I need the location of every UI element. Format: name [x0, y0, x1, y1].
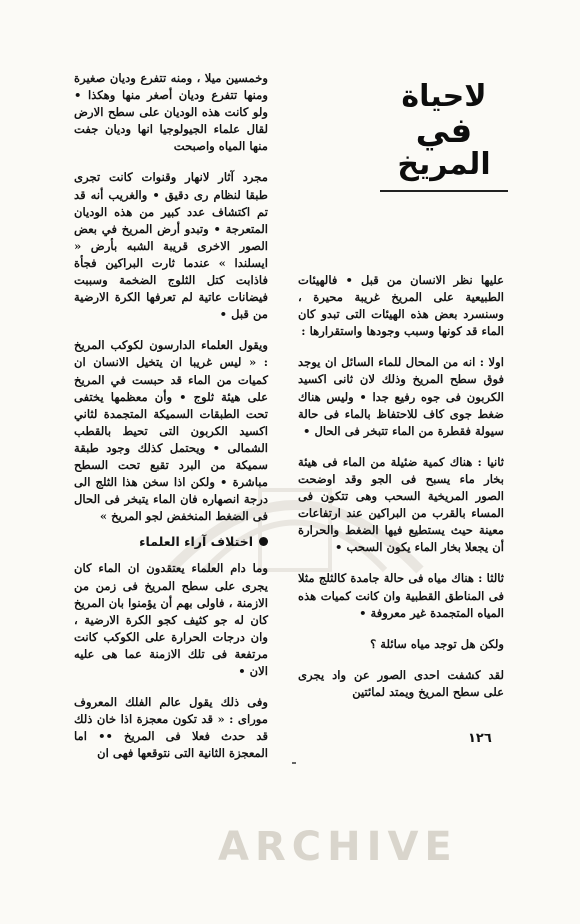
title-divider: [380, 190, 508, 192]
left-paragraph-4: وما دام العلماء يعتقدون ان الماء كان يجرى على سطح المريخ فى زمن من الازمنة ، فاولى بهم أن يؤمنوا بان المريخ كان له جو كثيف كجو الكرة الارضية ، وان درجات الحرارة على الكوكب كانت مرتفعة فى تلك الازمنة عما هى عليه الان •: [74, 561, 268, 678]
bullet-icon: [259, 537, 268, 546]
left-paragraph-2: مجرد آثار لانهار وقنوات كانت تجرى طبقا لنظام رى دقيق • والغريب أنه قد تم اكتشاف عدد كبير من هذه الوديان المتعرجة • وتبدو أرض المريخ في بعض الصور الاخرى قريبة الشبه بأرض « ايسلندا » عندما ثارت البراكين فجأة فاذابت كتل الثلوج الضخمة وسببت فيضانات عاتية لم تعرفها الكرة الارضية من قبل •: [74, 170, 268, 322]
page-number: ١٢٦: [468, 731, 492, 746]
section-subheading: [74, 533, 268, 550]
left-paragraph-3: ويقول العلماء الدارسون لكوكب المريخ : « ليس غريبا ان يتخيل الانسان ان كميات من الماء قد حبست في المريخ على هيئة ثلوج • وأن معظمها يختفى تحت الطبقات السميكة المتجمدة لثاني اكسيد الكربون التى تحيط بالقطب الشمالى • ويحتمل كذلك وجود طبقة سميكة من البرد تقبع تحت السطح مباشرة • ولكن اذا سخن هذا الثلج الى درجة انصهاره فان الماء يتبخر فى الحال فى الضغط المنخفض لجو المريخ »: [74, 338, 268, 524]
print-mark: [292, 762, 296, 764]
left-paragraph-1: وخمسين ميلا ، ومنه تتفرع وديان صغيرة ومنها تتفرع وديان أصغر منها وهكذا • ولو كانت هذه الوديان على سطح الارض لقال علماء الجيولوجيا انها وديان جفت منها المياه واصبحت: [74, 71, 268, 154]
right-paragraph-2: اولا : انه من المحال للماء السائل ان يوجد فوق سطح المريخ وذلك لان ثانى اكسيد الكربون فى جوه رفيع جدا • وليس هناك ضغط جوى كاف للاحتفاظ بالماء فى حالة سيولة فقطرة من الماء تتبخر فى الحال •: [298, 355, 504, 438]
title-line-3: المريخ: [397, 147, 491, 182]
title-line-2: في: [415, 111, 473, 151]
right-paragraph-4: ثالثا : هناك مياه فى حالة جامدة كالثلج مثلا فى المناطق القطبية وان كانت كميات هذه المياه المتجمدة غير معروفة •: [298, 571, 504, 620]
left-column: [74, 70, 268, 768]
subheading-text: اختلاف آراء العلماء: [139, 534, 253, 550]
right-paragraph-3: ثانيا : هناك كمية ضئيلة من الماء فى هيئة بخار ماء يسبح فى الجو وقد اوضحت الصور المريخية السحب وهى تتكون فى المساء بالقرب من البراكين عند ارتفاعات معينة حيث يستطيع فيها الضغط والحرارة أن يجعلا بخار الماء يكون السحب •: [298, 454, 504, 555]
article-title: [380, 80, 508, 180]
right-question-heading: ولكن هل توجد مياه سائلة ؟: [370, 636, 504, 651]
archive-watermark-text: ARCHIVE: [218, 824, 458, 870]
right-column: [298, 272, 504, 707]
left-paragraph-5: وفى ذلك يقول عالم الفلك المعروف موراى : « قد تكون معجزة اذا خان ذلك قد حدث فعلا فى المريخ •• اما المعجزة الثانية التى نتوقعها فهى ان: [74, 695, 268, 761]
right-paragraph-5: لقد كشفت احدى الصور عن واد يجرى على سطح المريخ ويمتد لمائتين: [298, 667, 504, 699]
title-line-1: لاحياة: [401, 79, 487, 114]
right-paragraph-1: عليها نظر الانسان من قبل • فالهيئات الطبيعية على المريخ غريبة محيرة ، وسنسرد بعض هذه الهيئات التى تبدو كان الماء قد كونها وسبب وجودها واستقرارها :: [298, 273, 504, 339]
